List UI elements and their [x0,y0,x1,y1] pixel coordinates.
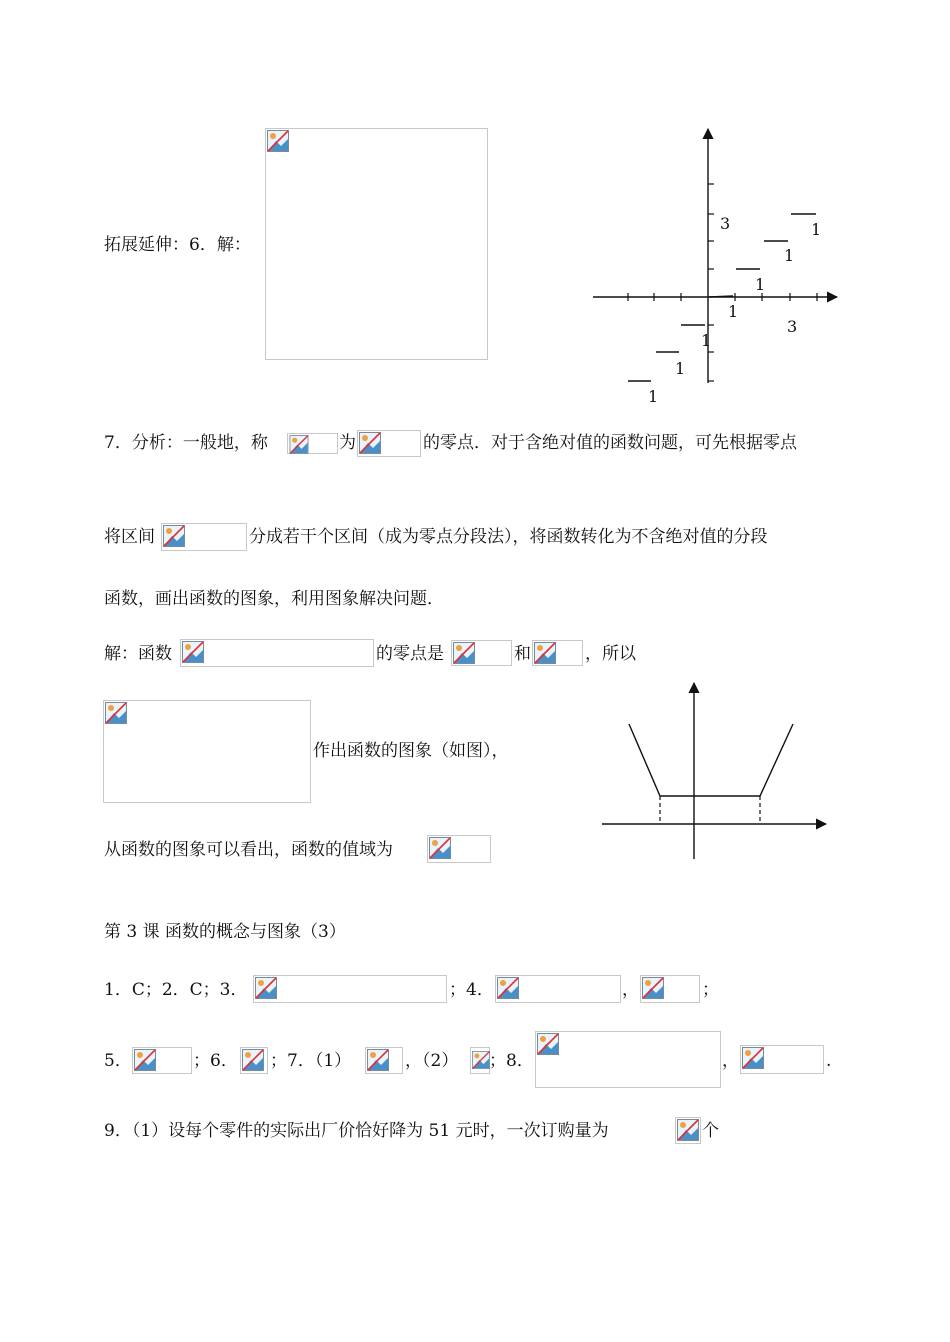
formula-image-placeholder [357,430,421,457]
answer-text: . [826,1051,832,1071]
absolute-value-graph [598,678,838,863]
solution-text: 解：函数 [104,644,172,664]
broken-image-icon [242,1049,264,1071]
formula-image-placeholder [675,1117,701,1144]
broken-image-icon [537,1033,559,1055]
function-curve [629,724,793,796]
analysis-text: 将区间 [104,527,155,547]
broken-image-icon [429,837,451,859]
analysis-text: 7．分析：一般地，称 [104,433,268,453]
label-one: 1 [675,359,686,378]
y-ticks [708,184,714,381]
broken-image-icon [497,977,519,999]
analysis-text: 分成若干个区间（成为零点分段法），将函数转化为不含绝对值的分段 [249,527,768,547]
broken-image-icon [677,1119,699,1141]
label-one: 1 [701,331,712,350]
broken-image-icon [472,1049,490,1071]
formula-image-placeholder [287,433,338,454]
answer-text: ； [702,980,719,1000]
answer-text: ；8． [489,1051,534,1071]
broken-image-icon [105,702,127,724]
solution-text: 从函数的图象可以看出，函数的值域为 [104,840,393,860]
answer-text: ， [722,1051,739,1071]
x-label-3: 3 [787,317,798,336]
answer-text: ；7．（1） [270,1051,352,1071]
answer-text: 9．（1）设每个零件的实际出厂价恰好降为 51 元时，一次订购量为 [104,1121,609,1141]
label-one: 1 [811,220,822,239]
formula-image-placeholder [495,975,621,1003]
answer-text: ，（2） [405,1051,459,1071]
broken-image-icon [134,1049,156,1071]
answer-text: 1．C；2．C；3． [104,980,248,1000]
broken-image-icon [163,525,185,547]
broken-image-icon [359,432,381,454]
formula-image-placeholder [240,1047,268,1074]
formula-image-placeholder [470,1047,490,1074]
answer-text: ；6． [193,1051,238,1071]
formula-image-placeholder [532,640,583,666]
formula-image-placeholder [161,523,247,551]
broken-image-icon [182,641,204,663]
formula-image-placeholder [180,639,374,667]
answer-text: ；4． [449,980,494,1000]
answer-text: 个 [702,1121,719,1141]
broken-image-icon [642,977,664,999]
expand-solution-label: 拓展延伸：6．解： [104,235,251,255]
label-one: 1 [784,246,795,265]
broken-image-icon [742,1047,764,1069]
broken-image-icon [367,1049,389,1071]
formula-image-placeholder [253,975,447,1003]
broken-image-icon [255,977,277,999]
formula-image-placeholder [535,1031,721,1088]
y-label-3: 3 [720,214,731,233]
solution-text: 和 [514,644,531,664]
answer-text: ， [622,980,639,1000]
broken-image-icon [289,435,309,454]
label-one: 1 [755,275,766,294]
solution-text: 的零点是 [376,644,444,664]
broken-image-icon [453,642,475,664]
formula-image-placeholder [740,1045,824,1074]
answer-text: 5． [104,1051,132,1071]
analysis-text: 的零点．对于含绝对值的函数问题，可先根据零点 [423,433,797,453]
solution-text: 作出函数的图象（如图）， [313,741,509,761]
solution-text: ，所以 [585,644,636,664]
analysis-text: 函数，画出函数的图象，利用图象解决问题． [104,589,444,609]
analysis-text: 为 [339,433,356,453]
formula-image-placeholder [265,128,488,360]
formula-image-placeholder [103,700,311,803]
formula-image-placeholder [132,1047,192,1074]
formula-image-placeholder [451,640,512,666]
label-one: 1 [728,302,739,321]
broken-image-icon [267,130,289,152]
formula-image-placeholder [365,1047,403,1074]
label-one: 1 [648,387,659,406]
formula-image-placeholder [640,975,700,1003]
broken-image-icon [534,642,556,664]
lesson-heading: 第 3 课 函数的概念与图象（3） [104,922,346,942]
step-function-graph [590,125,850,410]
formula-image-placeholder [427,835,491,863]
